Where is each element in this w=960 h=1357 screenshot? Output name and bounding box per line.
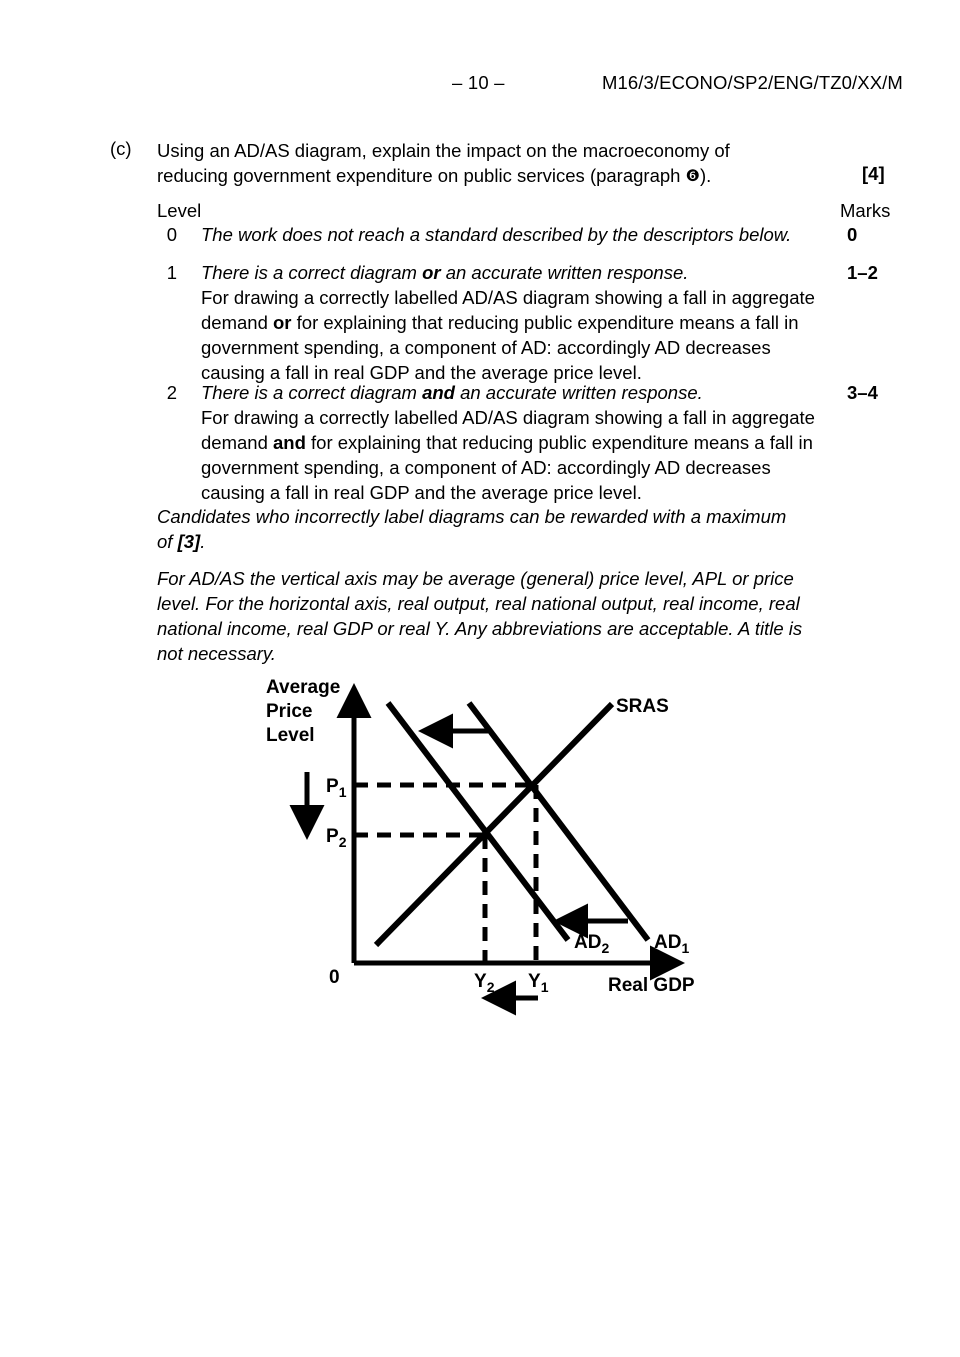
question-text bbox=[157, 138, 797, 188]
x-axis-label: Real GDP bbox=[608, 975, 695, 996]
level-detail-text bbox=[201, 287, 815, 383]
level-marks: 3–4 bbox=[847, 382, 878, 403]
ad2-label: $AD_2$ bbox=[574, 932, 610, 956]
question-text-after: ). bbox=[699, 165, 712, 186]
page-header bbox=[0, 72, 960, 100]
paragraph-marker-icon: ❻ bbox=[685, 166, 700, 185]
level-descriptor bbox=[201, 380, 821, 505]
origin-label: 0 bbox=[329, 967, 340, 988]
level-lead-text bbox=[201, 262, 688, 283]
lead-part-1: There is a correct diagram bbox=[201, 382, 423, 403]
ad-as-diagram bbox=[250, 660, 720, 1020]
marks-column-header: Marks bbox=[840, 200, 891, 221]
level-marks: 1–2 bbox=[847, 262, 878, 283]
level-column-header: Level bbox=[157, 200, 202, 221]
level-detail-text bbox=[201, 407, 815, 503]
question-marks: [4] bbox=[862, 163, 885, 184]
level-lead-text bbox=[201, 382, 703, 403]
level-number: 2 bbox=[166, 382, 177, 403]
y-axis-label-line3: Level bbox=[266, 725, 315, 746]
p1-label: $P_1$ bbox=[326, 776, 347, 800]
detail-emphasis: and bbox=[273, 432, 306, 453]
level-descriptor bbox=[201, 222, 821, 247]
sras-label: SRAS bbox=[616, 696, 669, 717]
level-marks: 0 bbox=[847, 224, 858, 245]
ad1-label: $AD_1$ bbox=[654, 932, 690, 956]
level-lead-text: The work does not reach a standard described by the descriptors below. bbox=[201, 224, 792, 245]
note-emphasis: [3] bbox=[177, 531, 201, 552]
y-axis-label-line1: Average bbox=[266, 677, 341, 698]
note-maximum-mark bbox=[157, 504, 805, 554]
question-text-before: Using an AD/AS diagram, explain the impact on the macroeconomy of reducing government expenditure on public services (paragraph bbox=[157, 140, 730, 186]
lead-emphasis: or bbox=[422, 262, 441, 283]
level-descriptor bbox=[201, 260, 821, 385]
note-axis-labels: For AD/AS the vertical axis may be average (general) price level, APL or price level. For the horizontal axis, real output, real national output, real income, real national income, real GDP or real Y. Any abbreviations are acceptable. A title is not necessary. bbox=[157, 568, 803, 664]
p2-label: $P_2$ bbox=[326, 826, 347, 850]
lead-part-2: an accurate written response. bbox=[440, 262, 689, 283]
y2-label: $Y_2$ bbox=[474, 971, 495, 995]
detail-part-1: For drawing a correctly labelled AD/AS diagram showing a fall in aggregate demand bbox=[201, 287, 815, 333]
note-part-2: . bbox=[200, 531, 206, 552]
page-number: – 10 – bbox=[452, 72, 505, 93]
detail-part-1: For drawing a correctly labelled AD/AS diagram showing a fall in aggregate demand bbox=[201, 407, 815, 453]
lead-emphasis: and bbox=[422, 382, 455, 403]
note-part-1: Candidates who incorrectly label diagrams can be rewarded with a maximum of bbox=[157, 506, 787, 552]
paper-code: M16/3/ECONO/SP2/ENG/TZ0/XX/M bbox=[602, 72, 903, 93]
level-number: 1 bbox=[166, 262, 177, 283]
level-number: 0 bbox=[166, 224, 177, 245]
detail-part-2: for explaining that reducing public expenditure means a fall in government spending, a component of AD: accordingly AD decreases causing a fall in real GDP and the average price level. bbox=[201, 312, 799, 383]
detail-part-2: for explaining that reducing public expenditure means a fall in government spending, a component of AD: accordingly AD decreases causing a fall in real GDP and the average price level. bbox=[201, 432, 813, 503]
detail-emphasis: or bbox=[273, 312, 292, 333]
lead-part-1: There is a correct diagram bbox=[201, 262, 423, 283]
lead-part-2: an accurate written response. bbox=[454, 382, 703, 403]
question-label: (c) bbox=[110, 138, 132, 159]
y1-label: $Y_1$ bbox=[528, 971, 549, 995]
y-axis-label-line2: Price bbox=[266, 701, 313, 722]
